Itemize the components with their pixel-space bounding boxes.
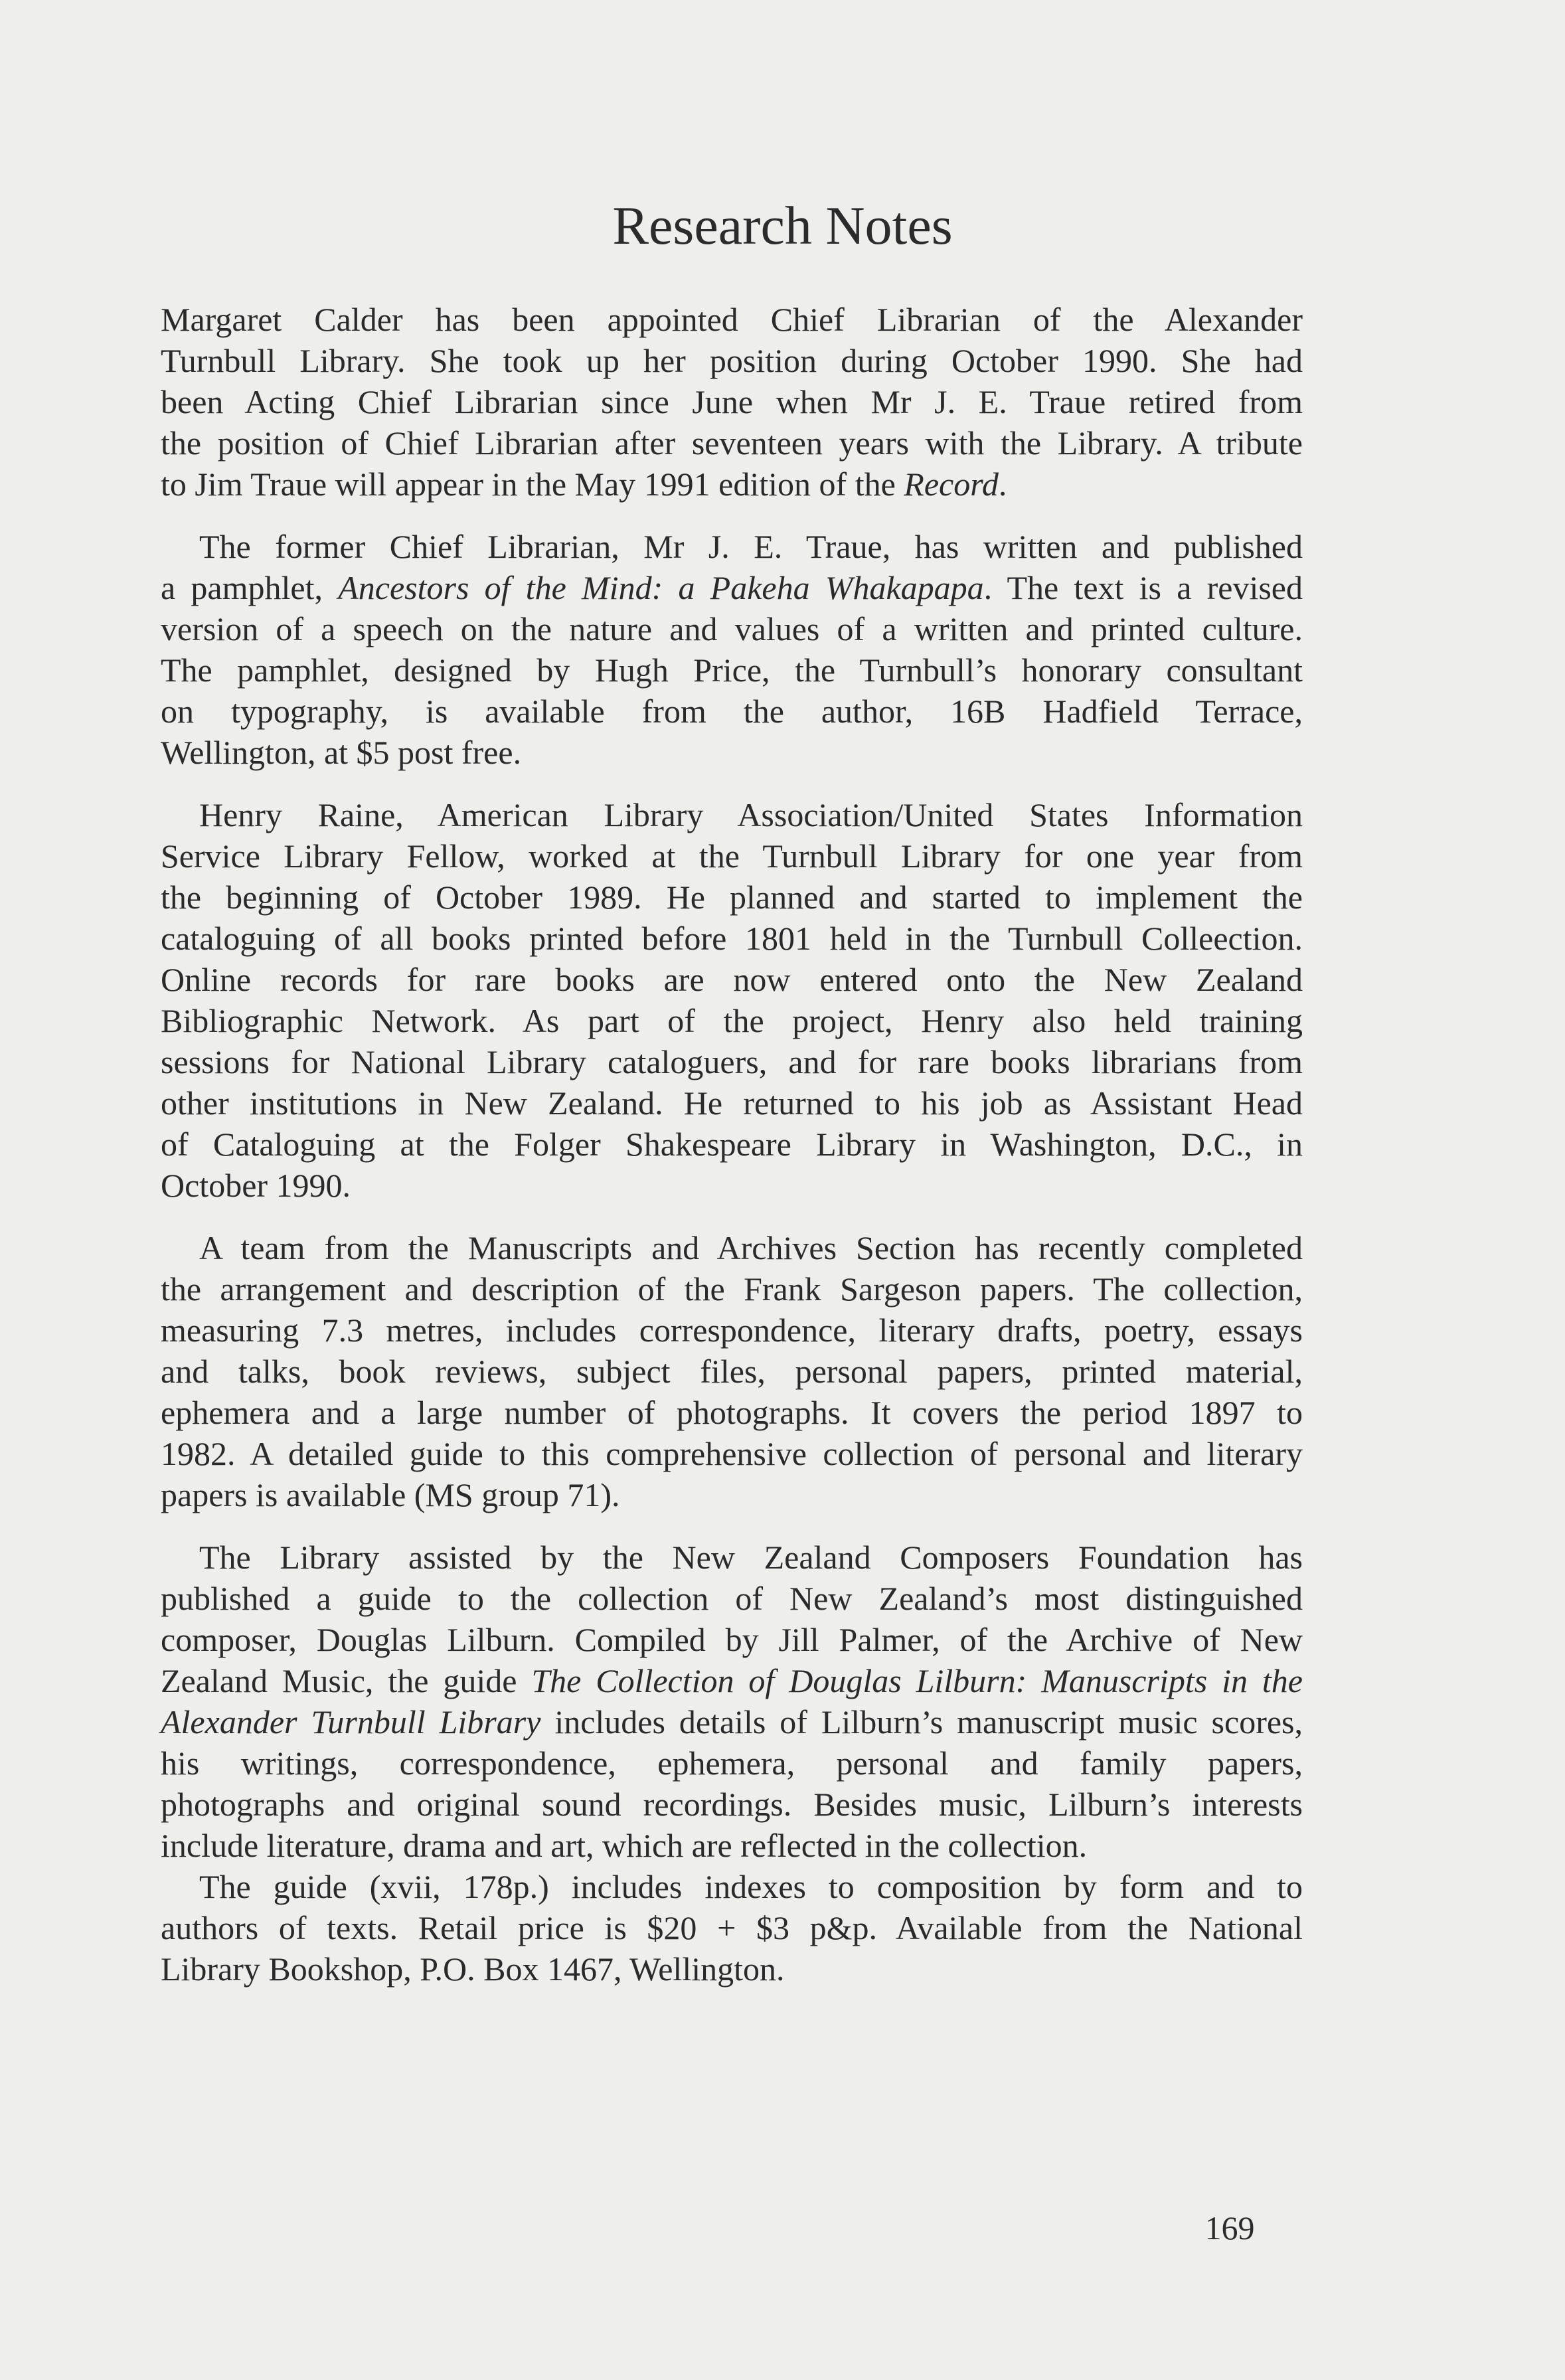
body-text: the arrangement and description of the Frank Sargeson papers. The collection, [161,1270,1303,1308]
body-text: measuring 7.3 metres, includes correspondence, literary drafts, poetry, essays [161,1312,1303,1349]
text-line [161,1619,1303,1660]
page-title: Research Notes [612,195,953,256]
body-text: . The text is a revised [983,569,1303,606]
text-line [161,1227,1303,1268]
body-text: Henry Raine, American Library Association/United States Information [199,796,1303,833]
text-line [161,877,1303,918]
italic-title-text: The Collection of Douglas Lilburn: Manuscripts in the [531,1662,1303,1699]
text-line [161,1124,1303,1165]
body-text: ephemera and a large number of photographs. It covers the period 1897 to [161,1394,1303,1431]
body-text: Online records for rare books are now entered onto the New Zealand [161,961,1303,998]
text-line [161,464,1303,505]
italic-title-text: Record [904,466,999,503]
body-text: Zealand Music, the guide [161,1662,532,1699]
text-line [161,1784,1303,1825]
body-text: on typography, is available from the author, 16B Hadfield Terrace, [161,693,1303,730]
text-line [161,1701,1303,1742]
italic-title-text: Alexander Turnbull Library [161,1703,541,1741]
text-line [161,1474,1303,1515]
body-text: papers is available (MS group 71). [161,1476,620,1513]
body-text: Wellington, at $5 post free. [161,734,522,771]
text-line [161,1866,1303,1907]
text-line [161,422,1303,464]
text-line [161,649,1303,691]
text-line [161,608,1303,649]
body-text: include literature, drama and art, which are reflected in the collection. [161,1827,1088,1864]
text-line [161,835,1303,877]
text-line [161,1041,1303,1082]
paragraph-fellowship [161,794,1303,1206]
text-line [161,299,1303,340]
text-line [161,732,1303,773]
body-text: sessions for National Library cataloguers, and for rare books librarians from [161,1043,1303,1080]
body-text: composer, Douglas Lilburn. Compiled by Jill Palmer, of the Archive of New [161,1621,1303,1658]
text-line [161,1351,1303,1392]
body-text: . [998,466,1007,503]
body-text-column [161,299,1303,2011]
body-text: the position of Chief Librarian after seventeen years with the Library. A tribute [161,424,1303,462]
text-line [161,959,1303,1000]
text-line [161,1268,1303,1310]
body-text: photographs and original sound recordings. Besides music, Lilburn’s interests [161,1786,1303,1823]
body-text: other institutions in New Zealand. He returned to his job as Assistant Head [161,1084,1303,1122]
italic-title-text: Ancestors of the Mind: a Pakeha Whakapapa [338,569,984,606]
text-line [161,1433,1303,1474]
text-line [161,381,1303,422]
text-line [161,1000,1303,1041]
body-text: The former Chief Librarian, Mr J. E. Traue, has written and published [199,528,1303,565]
body-text: authors of texts. Retail price is $20 + $3 p&p. Available from the National [161,1909,1303,1946]
text-line [161,1825,1303,1866]
body-text: the beginning of October 1989. He planned and started to implement the [161,879,1303,916]
paragraph-sargeson-papers [161,1227,1303,1515]
text-line [161,1310,1303,1351]
body-text: been Acting Chief Librarian since June when Mr J. E. Traue retired from [161,383,1303,420]
body-text: includes details of Lilburn’s manuscript music scores, [540,1703,1303,1741]
body-text: and talks, book reviews, subject files, personal papers, printed material, [161,1353,1303,1390]
text-line [161,1392,1303,1433]
body-text: October 1990. [161,1167,351,1204]
paragraph-appointment [161,299,1303,505]
body-text: version of a speech on the nature and values of a written and printed culture. [161,610,1303,647]
text-line [161,1578,1303,1619]
text-line [161,918,1303,959]
body-text: cataloguing of all books printed before 1801 held in the Turnbull Colleection. [161,920,1303,957]
body-text: of Cataloguing at the Folger Shakespeare Library in Washington, D.C., in [161,1126,1303,1163]
body-text: to Jim Traue will appear in the May 1991 edition of the [161,466,904,503]
text-line [161,1948,1303,1990]
body-text: Service Library Fellow, worked at the Turnbull Library for one year from [161,837,1303,875]
text-line [161,794,1303,835]
body-text: A team from the Manuscripts and Archives Section has recently completed [199,1229,1303,1266]
body-text: The Library assisted by the New Zealand Composers Foundation has [199,1539,1303,1576]
body-text: Turnbull Library. She took up her position during October 1990. She had [161,342,1303,379]
body-text: published a guide to the collection of New Zealand’s most distinguished [161,1580,1303,1617]
body-text: Bibliographic Network. As part of the project, Henry also held training [161,1002,1303,1039]
page-number: 169 [1204,2209,1255,2247]
paragraph-lilburn-guide [161,1537,1303,1866]
body-text: his writings, correspondence, ephemera, personal and family papers, [161,1744,1303,1782]
text-line [161,1660,1303,1701]
paragraph-guide-details [161,1866,1303,1990]
body-text: a pamphlet, [161,569,339,606]
text-line [161,1537,1303,1578]
body-text: Margaret Calder has been appointed Chief Librarian of the Alexander [161,301,1303,338]
text-line [161,1742,1303,1784]
text-line [161,1907,1303,1948]
body-text: Library Bookshop, P.O. Box 1467, Wellington. [161,1950,785,1988]
body-text: The guide (xvii, 178p.) includes indexes to composition by form and to [199,1868,1303,1905]
text-line [161,691,1303,732]
text-line [161,340,1303,381]
paragraph-pamphlet [161,526,1303,773]
text-line [161,567,1303,608]
body-text: The pamphlet, designed by Hugh Price, the Turnbull’s honorary consultant [161,651,1303,689]
text-line [161,1082,1303,1124]
text-line [161,1165,1303,1206]
body-text: 1982. A detailed guide to this comprehensive collection of personal and literary [161,1435,1303,1472]
text-line [161,526,1303,567]
